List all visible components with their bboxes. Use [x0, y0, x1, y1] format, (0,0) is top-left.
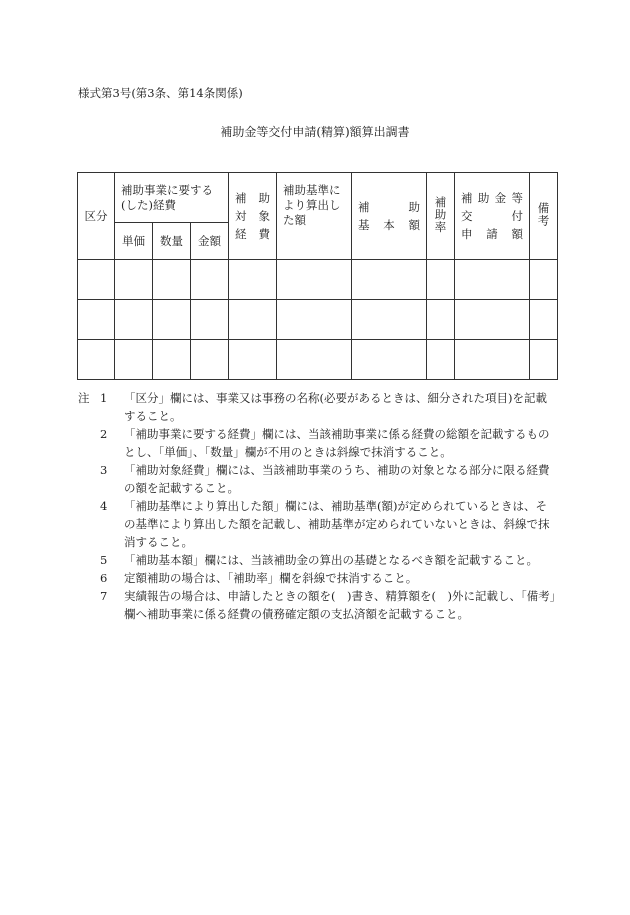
note-text: 定額補助の場合は、「補助率」欄を斜線で抹消すること。 [124, 571, 418, 585]
note-number: 6 [100, 571, 108, 585]
header-eligible-cost [229, 173, 277, 260]
table-cell[interactable] [191, 300, 229, 340]
note-item [78, 425, 556, 461]
table-cell[interactable] [455, 340, 530, 380]
note-text: 「補助対象経費」欄には、当該補助事業のうち、補助の対象となる部分に限る経費の額を記載すること。 [124, 463, 550, 495]
table-cell[interactable] [277, 340, 352, 380]
table-cell[interactable] [229, 340, 277, 380]
header-base-amount-line-2: 基 本 額 [358, 218, 420, 232]
table-row [78, 340, 558, 380]
header-rate [427, 173, 455, 260]
table-cell[interactable] [530, 300, 558, 340]
table-cell[interactable] [115, 340, 153, 380]
note-text: 「補助基本額」欄には、当該補助金の算出の基礎となるべき額を記載すること。 [124, 553, 538, 567]
form-number: 様式第3号(第3条、第14条関係) [78, 86, 243, 100]
table-cell[interactable] [277, 300, 352, 340]
table-cell[interactable] [115, 260, 153, 300]
note-number: 5 [100, 553, 108, 567]
header-remarks [530, 173, 558, 260]
header-eligible-cost-line-2: 対 象 [235, 209, 270, 223]
header-eligible-cost-line-3: 経 費 [235, 227, 270, 241]
table-cell[interactable] [427, 260, 455, 300]
note-number: 3 [100, 463, 108, 477]
header-category: 区分 [78, 173, 115, 260]
note-item [78, 551, 556, 569]
table-row [78, 260, 558, 300]
header-quantity: 数量 [153, 223, 191, 260]
table-cell[interactable] [78, 340, 115, 380]
note-number: 1 [100, 391, 108, 405]
header-grant-amount [455, 173, 530, 260]
header-grant-amount-line-3: 申 請 額 [461, 227, 523, 241]
header-base-amount [352, 173, 427, 260]
note-item [78, 587, 556, 623]
table-cell[interactable] [115, 300, 153, 340]
note-item [78, 461, 556, 497]
header-unit-price: 単価 [115, 223, 153, 260]
table-cell[interactable] [530, 340, 558, 380]
header-amount: 金額 [191, 223, 229, 260]
table-cell[interactable] [277, 260, 352, 300]
note-text: 実績報告の場合は、申請したときの額を( )書き、精算額を( )外に記載し、「備考」欄へ補助事業に係る経費の債務確定額の支払済額を記載すること。 [124, 589, 556, 621]
table-cell[interactable] [191, 260, 229, 300]
table-cell[interactable] [455, 300, 530, 340]
table-cell[interactable] [229, 300, 277, 340]
table-cell[interactable] [78, 300, 115, 340]
notes-label: 注 [78, 391, 90, 405]
header-remarks-label: 備考 [536, 202, 551, 227]
table-cell[interactable] [530, 260, 558, 300]
notes-section [78, 389, 556, 623]
document-title: 補助金等交付申請(精算)額算出調書 [220, 125, 410, 139]
header-base-amount-line-1: 補 助 [358, 200, 420, 214]
note-item [78, 497, 556, 551]
header-rate-label: 補助率 [433, 195, 448, 234]
header-grant-amount-line-1: 補助金等 [461, 191, 523, 205]
note-item [78, 389, 556, 425]
header-project-cost: 補助事業に要する(した)経費 [115, 173, 229, 223]
table-cell[interactable] [427, 340, 455, 380]
header-standard-calc: 補助基準により算出した額 [277, 173, 352, 260]
note-number: 2 [100, 427, 108, 441]
note-text: 「補助基準により算出した額」欄には、補助基準(額)が定められているときは、その基準により算出した額を記載し、補助基準が定められていないときは、斜線で抹消すること。 [124, 499, 550, 549]
table-cell[interactable] [191, 340, 229, 380]
table-cell[interactable] [153, 260, 191, 300]
table-cell[interactable] [153, 340, 191, 380]
table-cell[interactable] [78, 260, 115, 300]
note-text: 「補助事業に要する経費」欄には、当該補助事業に係る経費の総額を記載するものとし、「単価」、「数量」欄が不用のときは斜線で抹消すること。 [124, 427, 550, 459]
note-number: 7 [100, 589, 108, 603]
table-cell[interactable] [153, 300, 191, 340]
table-cell[interactable] [352, 340, 427, 380]
header-grant-amount-line-2: 交 付 [461, 209, 523, 223]
table-row [78, 300, 558, 340]
table-cell[interactable] [352, 260, 427, 300]
table-cell[interactable] [455, 260, 530, 300]
table-cell[interactable] [427, 300, 455, 340]
note-text: 「区分」欄には、事業又は事務の名称(必要があるときは、細分された項目)を記載すること。 [124, 391, 547, 423]
table-cell[interactable] [229, 260, 277, 300]
calculation-table [77, 172, 558, 380]
header-eligible-cost-line-1: 補 助 [235, 191, 270, 205]
note-number: 4 [100, 499, 108, 513]
note-item [78, 569, 556, 587]
table-cell[interactable] [352, 300, 427, 340]
